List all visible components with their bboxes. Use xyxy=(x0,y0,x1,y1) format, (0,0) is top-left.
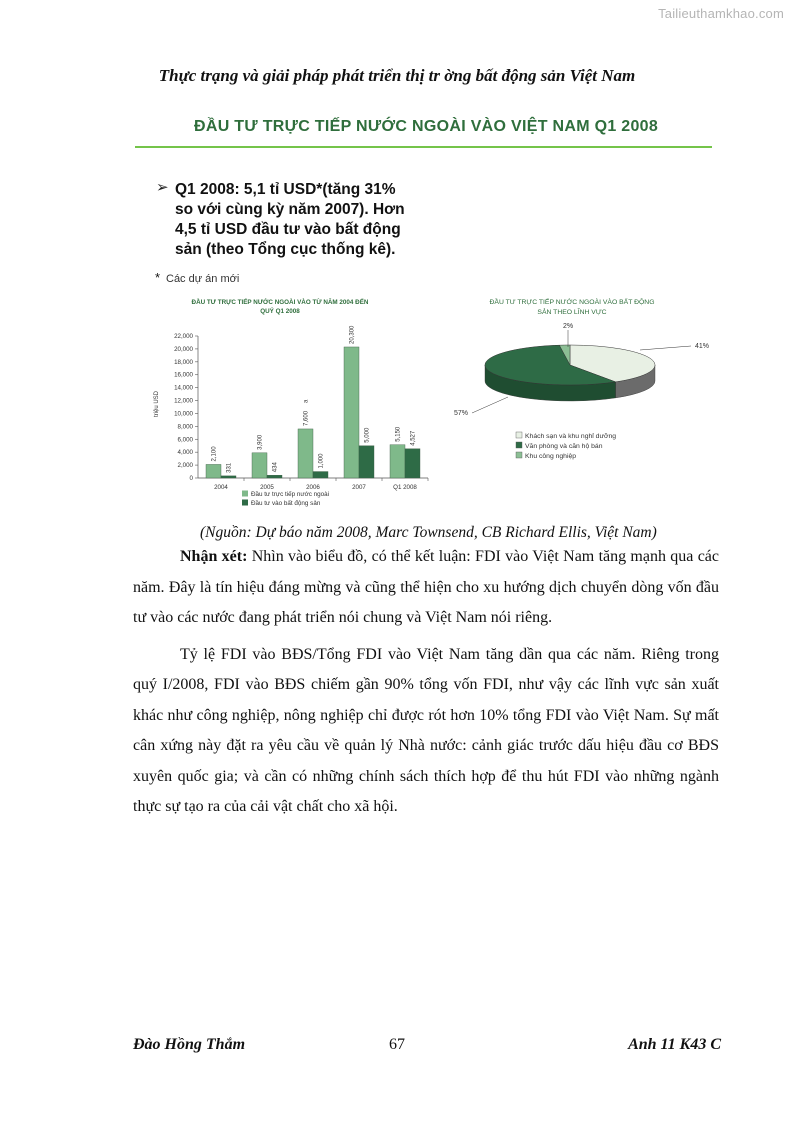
footer-author: Đào Hồng Thắm xyxy=(133,1036,246,1053)
legend-swatch xyxy=(516,432,522,438)
legend-swatch xyxy=(242,500,248,506)
x-tick-label: 2007 xyxy=(352,484,366,491)
bar xyxy=(206,464,221,478)
bar xyxy=(221,476,236,478)
pie-chart-title-line: SẢN THEO LĨNH VỰC xyxy=(537,309,607,316)
bar-value-label: 3,900 xyxy=(257,434,264,450)
x-tick-label: 2004 xyxy=(214,484,228,491)
bullet-line: 4,5 tỉ USD đầu tư vào bất động xyxy=(175,221,401,238)
bar-value-label: 20,300 xyxy=(349,325,356,344)
paragraph-text: Nhìn vào biểu đồ, có thể kết luận: FDI vào Việt Nam tăng mạnh qua các năm. Đây là tín hiệu đáng mừng và cũng thể hiện cho xu hướng dịch chuyển dòng vốn đầu tư vào các nước đang phát triển nói chung và Việt Nam nói riêng. xyxy=(133,548,719,626)
legend-label: Văn phòng và căn hộ bán xyxy=(525,443,603,450)
pie-chart xyxy=(440,292,720,477)
y-tick-label: 10,000 xyxy=(174,410,193,418)
bullet-text xyxy=(175,180,435,260)
footer-class: Anh 11 K43 C xyxy=(628,1036,721,1053)
bar xyxy=(344,347,359,478)
pie-plot xyxy=(454,323,709,460)
bar-value-label: 7,600 xyxy=(303,410,310,426)
legend-swatch xyxy=(516,442,522,448)
bar xyxy=(267,475,282,478)
pie-slice-label: 41% xyxy=(695,343,710,350)
bar xyxy=(252,453,267,478)
y-tick-label: 12,000 xyxy=(174,397,193,405)
paragraph-label: Nhận xét: xyxy=(180,548,248,565)
slide-title: ĐẦU TƯ TRỰC TIẾP NƯỚC NGOÀI VÀO VIỆT NAM Q1 2008 xyxy=(194,118,659,135)
x-tick-label: Q1 2008 xyxy=(393,484,417,491)
x-tick-label: 2006 xyxy=(306,484,320,491)
pie-chart-title-line: ĐẦU TƯ TRỰC TIẾP NƯỚC NGOÀI VÀO BẤT ĐỘNG xyxy=(489,299,655,306)
bar-value-label: 5,000 xyxy=(364,427,371,443)
bar xyxy=(359,446,374,478)
title-rule xyxy=(135,146,712,148)
bullet-line: so với cùng kỳ năm 2007). Hơn xyxy=(175,201,405,218)
legend-label: Đầu tư vào bất động sản xyxy=(251,500,321,507)
y-tick-label: 14,000 xyxy=(174,384,193,392)
footnote-star: * xyxy=(155,270,161,285)
footnote-text: Các dự án mới xyxy=(166,273,240,285)
bar-value-label: 5,150 xyxy=(395,426,402,442)
paragraph: Tỷ lệ FDI vào BĐS/Tổng FDI vào Việt Nam tăng dần qua các năm. Riêng trong quý I/2008, FDI vào BĐS chiếm gần 90% tổng vốn FDI, như vậy các lĩnh vực sản xuất khác như công nghiệp, nông nghiệp chỉ được rót hơn 10% tổng FDI vào Việt Nam. Sự mất cân xứng này đặt ra yêu cầu về quản lý Nhà nước: cảnh giác trước dấu hiệu đầu cơ BĐS xuyên quốc gia; và cần có những chính sách thích hợp để thu hút FDI vào những ngành thực sự tạo ra của cải vật chất cho xã hội. xyxy=(133,645,719,815)
y-tick-label: 6,000 xyxy=(177,436,193,444)
bar xyxy=(298,429,313,478)
page-number: 67 xyxy=(389,1036,405,1053)
arrow-bullet-icon: ➢ xyxy=(156,178,169,196)
pie-slice-label: 57% xyxy=(453,410,468,417)
pie-leader-line xyxy=(472,397,508,413)
watermark: Tailieuthamkhao.com xyxy=(658,6,784,21)
bar-chart-title-line: ĐẦU TƯ TRỰC TIẾP NƯỚC NGOÀI VÀO TỪ NĂM 2004 ĐẾN xyxy=(191,299,369,306)
bar-value-label: 4,527 xyxy=(410,430,417,446)
bar-plot xyxy=(174,325,428,507)
y-tick-label: 2,000 xyxy=(177,462,193,470)
bar xyxy=(390,445,405,478)
bullet-line: sản (theo Tổng cục thống kê). xyxy=(175,241,396,258)
paragraph xyxy=(133,542,719,634)
y-tick-label: 8,000 xyxy=(177,423,193,431)
y-tick-label: 18,000 xyxy=(174,358,193,366)
bar-value-label: 434 xyxy=(272,462,279,473)
y-tick-label: 16,000 xyxy=(174,371,193,379)
bar-chart-title-line: QUÝ Q1 2008 xyxy=(260,308,300,315)
source-citation: (Nguồn: Dự báo năm 2008, Marc Townsend, CB Richard Ellis, Việt Nam) xyxy=(200,524,657,541)
bar xyxy=(405,449,420,478)
running-header: Thực trạng và giải pháp phát triển thị tr ờng bất động sản Việt Nam xyxy=(158,66,636,85)
legend-label: Đầu tư trực tiếp nước ngoài xyxy=(251,491,330,498)
bar-annotation: a xyxy=(303,399,310,403)
legend-swatch xyxy=(242,491,248,497)
bar-value-label: 331 xyxy=(226,462,233,473)
legend-swatch xyxy=(516,452,522,458)
body-text xyxy=(133,542,719,823)
y-tick-label: 20,000 xyxy=(174,345,193,353)
y-tick-label: 4,000 xyxy=(177,449,193,457)
bar xyxy=(313,472,328,478)
pie-leader-line xyxy=(640,346,691,350)
bar-value-label: 1,000 xyxy=(318,453,325,469)
bar-chart xyxy=(150,292,435,520)
y-tick-label: 22,000 xyxy=(174,333,193,340)
bar-chart-ylabel: triệu USD xyxy=(154,390,160,418)
y-tick-label: 0 xyxy=(189,475,193,482)
legend-label: Khách sạn và khu nghỉ dưỡng xyxy=(525,433,617,440)
pie-slice-label: 2% xyxy=(562,323,574,330)
bar-value-label: 2,100 xyxy=(211,446,218,462)
bullet-line: Q1 2008: 5,1 tỉ USD*(tăng 31% xyxy=(175,181,396,198)
x-tick-label: 2005 xyxy=(260,484,274,491)
legend-label: Khu công nghiệp xyxy=(525,453,577,460)
